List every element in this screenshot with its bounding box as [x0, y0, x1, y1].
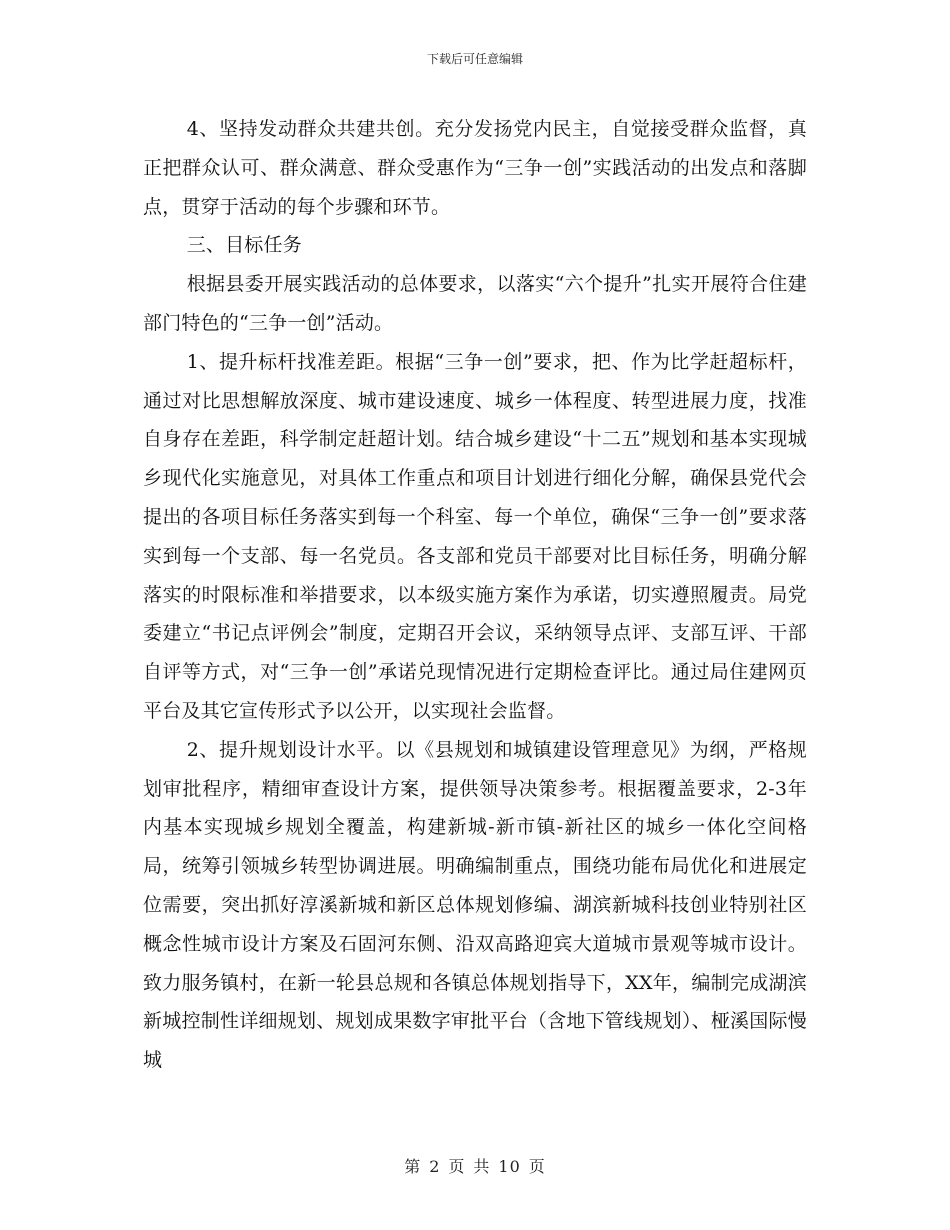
paragraph-item-4: 4、坚持发动群众共建共创。充分发扬党内民主，自觉接受群众监督，真正把群众认可、群众满意、群众受惠作为“三争一创”实践活动的出发点和落脚点，贯穿于活动的每个步骤和环节。 — [143, 118, 807, 218]
page-header-note: 下载后可任意编辑 — [426, 52, 523, 66]
section-heading-goals: 三、目标任务 — [186, 234, 302, 257]
paragraph-item-1-benchmark: 1、提升标杆找准差距。根据“三争一创”要求，把、作为比学赶超标杆，通过对比思想解放深度、城市建设速度、城乡一体程度、转型进展力度，找准自身存在差距，科学制定赶超计划。结合城乡建设“十二五”规划和基本实现城乡现代化实施意见，对具体工作重点和项目计划进行细化分解，确保县党代会提出的各项目标任务落实到每一个科室、每一个单位，确保“三争一创”要求落实到每一个支部、每一名党员。各支部和党员干部要对比目标任务，明确分解落实的时限标准和举措要求，以本级实施方案作为承诺，切实遵照履责。局党委建立“书记点评例会”制度，定期召开会议，采纳领导点评、支部互评、干部自评等方式，对“三争一创”承诺兑现情况进行定期检查评比。通过局住建网页平台及其它宣传形式予以公开，以实现社会监督。 — [143, 350, 807, 722]
current-page-number: 2 — [429, 1157, 441, 1176]
total-pages-number: 10 — [498, 1157, 521, 1176]
footer-page-word: 页 — [448, 1157, 466, 1176]
paragraph-overall-requirements: 根据县委开展实践活动的总体要求，以落实“六个提升”扎实开展符合住建部门特色的“三争一创”活动。 — [143, 273, 807, 334]
footer-suffix: 页 — [528, 1157, 546, 1176]
paragraph-item-2-planning: 2、提升规划设计水平。以《县规划和城镇建设管理意见》为纲，严格规划审批程序，精细审查设计方案，提供领导决策参考。根据覆盖要求，2-3年内基本实现城乡规划全覆盖，构建新城-新市镇-新社区的城乡一体化空间格局，统筹引领城乡转型协调进展。明确编制重点，围绕功能布局优化和进展定位需要，突出抓好淳溪新城和新区总体规划修编、湖滨新城科技创业特别社区概念性城市设计方案及石固河东侧、沿双高路迎宾大道城市景观等城市设计。致力服务镇村，在新一轮县总规和各镇总体规划指导下，XX年，编制完成湖滨新城控制性详细规划、规划成果数字审批平台（含地下管线规划）、桠溪国际慢城 — [143, 738, 807, 1072]
page-number-footer — [0, 1156, 950, 1178]
document-body — [143, 110, 807, 1080]
footer-prefix: 第 — [404, 1157, 422, 1176]
footer-total-word: 共 — [473, 1157, 491, 1176]
